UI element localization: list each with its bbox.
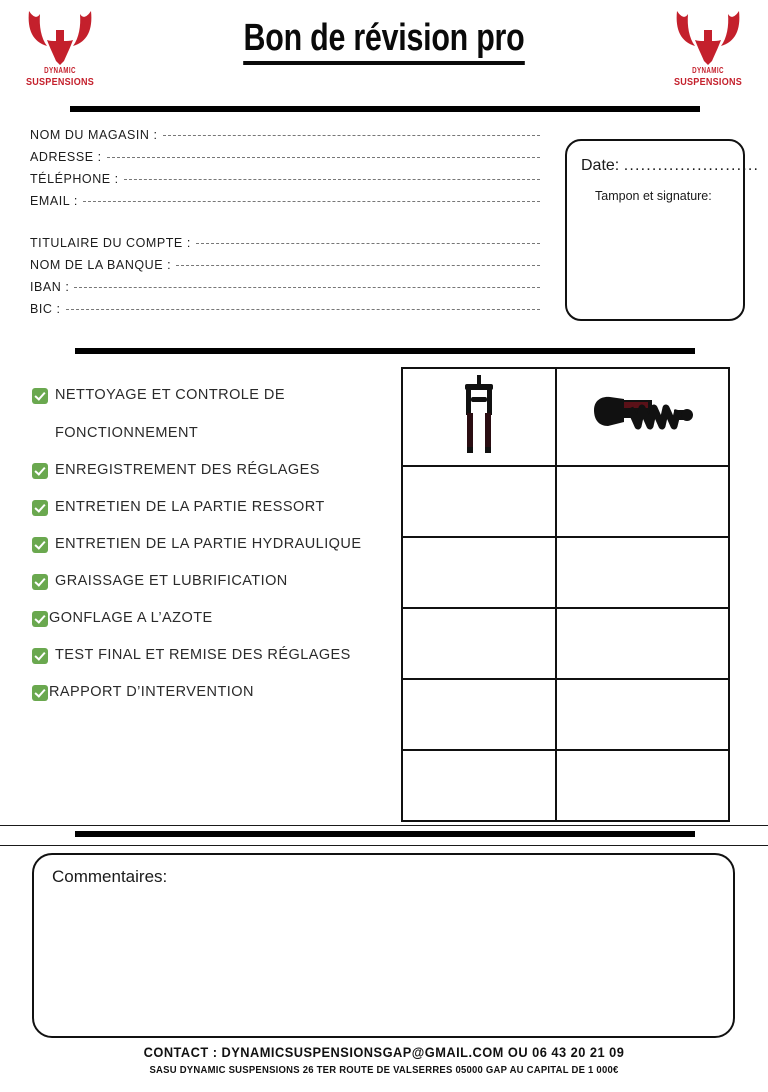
page-title	[77, 17, 691, 65]
field-input-line[interactable]	[107, 157, 540, 158]
checklist-item[interactable]	[32, 572, 382, 600]
field-input-line[interactable]	[124, 179, 540, 180]
divider-thin-upper	[0, 825, 768, 826]
field-label: TITULAIRE DU COMPTE :	[30, 236, 191, 250]
table-cell-fork[interactable]	[402, 750, 556, 821]
checkbox-checked-icon[interactable]	[32, 648, 48, 664]
document-header	[0, 0, 768, 100]
checkbox-checked-icon[interactable]	[32, 685, 48, 701]
suspension-fork-icon	[459, 375, 499, 455]
logo-word-suspensions: SUSPENSIONS	[673, 76, 743, 88]
table-cell-shock[interactable]	[556, 608, 729, 679]
field-label: EMAIL :	[30, 194, 78, 208]
field-iban[interactable]	[30, 280, 540, 302]
checkbox-checked-icon[interactable]	[32, 611, 48, 627]
rear-shock-icon	[590, 392, 696, 438]
field-input-line[interactable]	[176, 265, 540, 266]
field-input-line[interactable]	[74, 287, 540, 288]
checkbox-checked-icon[interactable]	[32, 500, 48, 516]
logo-right	[660, 8, 756, 96]
checklist-item[interactable]	[32, 683, 382, 711]
field-label: IBAN :	[30, 280, 70, 294]
field-spacer	[30, 216, 540, 236]
table-cell-fork[interactable]	[402, 608, 556, 679]
field-label: NOM DE LA BANQUE :	[30, 258, 172, 272]
divider-thin-lower	[0, 845, 768, 846]
field-label: TÉLÉPHONE :	[30, 172, 119, 186]
checklist-item-label: RAPPORT D’INTERVENTION	[49, 684, 254, 700]
checkbox-checked-icon[interactable]	[32, 388, 48, 404]
table-row[interactable]	[402, 679, 729, 750]
field-input-line[interactable]	[196, 243, 540, 244]
field-input-line[interactable]	[83, 201, 540, 202]
document-footer	[0, 1045, 768, 1076]
divider-top	[70, 106, 700, 112]
table-cell-shock[interactable]	[556, 750, 729, 821]
table-cell-fork[interactable]	[402, 679, 556, 750]
checklist-item[interactable]	[32, 646, 382, 674]
checklist-item-label: GRAISSAGE ET LUBRIFICATION	[55, 573, 288, 589]
field-label: ADRESSE :	[30, 150, 102, 164]
checklist-item-label: ENTRETIEN DE LA PARTIE HYDRAULIQUE	[55, 536, 362, 552]
field-telephone[interactable]	[30, 172, 540, 194]
logo-word-suspensions: SUSPENSIONS	[25, 76, 95, 88]
checklist-item-label: ENREGISTREMENT DES RÉGLAGES	[55, 462, 320, 478]
table-row[interactable]	[402, 466, 729, 537]
service-grid-table	[401, 367, 730, 822]
table-row[interactable]	[402, 750, 729, 821]
service-checklist	[32, 386, 382, 720]
checklist-item-label: TEST FINAL ET REMISE DES RÉGLAGES	[55, 647, 351, 663]
checklist-item[interactable]	[32, 461, 382, 489]
field-label: NOM DU MAGASIN :	[30, 128, 158, 142]
date-label: Date:	[581, 157, 620, 174]
comments-box[interactable]	[32, 853, 735, 1038]
field-email[interactable]	[30, 194, 540, 216]
footer-contact: CONTACT : DYNAMICSUSPENSIONSGAP@GMAIL.COM OU 06 43 20 21 09	[143, 1045, 625, 1060]
table-row[interactable]	[402, 537, 729, 608]
checklist-item[interactable]	[32, 498, 382, 526]
table-cell-shock[interactable]	[556, 466, 729, 537]
field-input-line[interactable]	[66, 309, 540, 310]
field-label: BIC :	[30, 302, 61, 316]
footer-legal: SASU DYNAMIC SUSPENSIONS 26 TER ROUTE DE VALSERRES 05000 GAP AU CAPITAL DE 1 000€	[149, 1065, 619, 1076]
divider-middle	[75, 348, 695, 354]
field-bic[interactable]	[30, 302, 540, 324]
logo-word-dynamic: DYNAMIC	[44, 66, 76, 75]
page-title-text: Bon de révision pro	[244, 17, 525, 65]
field-titulaire-du-compte[interactable]	[30, 236, 540, 258]
table-cell-shock[interactable]	[556, 537, 729, 608]
table-cell-fork[interactable]	[402, 466, 556, 537]
checklist-item[interactable]	[32, 535, 382, 563]
table-header-row	[402, 368, 729, 466]
checklist-item-label: ENTRETIEN DE LA PARTIE RESSORT	[55, 499, 325, 515]
field-adresse[interactable]	[30, 150, 540, 172]
date-signature-box[interactable]	[565, 139, 760, 321]
table-cell-fork[interactable]	[402, 537, 556, 608]
checklist-item-label: GONFLAGE A L’AZOTE	[49, 610, 213, 626]
field-nom-de-la-banque[interactable]	[30, 258, 540, 280]
date-field[interactable]	[581, 157, 759, 175]
table-header-shock	[556, 368, 729, 466]
table-cell-shock[interactable]	[556, 679, 729, 750]
table-row[interactable]	[402, 608, 729, 679]
logo-word-dynamic: DYNAMIC	[692, 66, 724, 75]
comments-label: Commentaires:	[52, 867, 168, 886]
bull-horns-logo-icon	[671, 8, 745, 66]
field-nom-du-magasin[interactable]	[30, 128, 540, 150]
date-input-line[interactable]: ........................	[623, 157, 760, 174]
checklist-item-label: NETTOYAGE ET CONTROLE DE FONCTIONNEMENT	[55, 387, 285, 441]
form-fields	[30, 128, 540, 324]
checkbox-checked-icon[interactable]	[32, 574, 48, 590]
field-input-line[interactable]	[163, 135, 540, 136]
divider-bottom	[75, 831, 695, 837]
table-header-fork	[402, 368, 556, 466]
checklist-item[interactable]	[32, 609, 382, 637]
stamp-signature-label: Tampon et signature:	[595, 189, 712, 203]
checkbox-checked-icon[interactable]	[32, 537, 48, 553]
checkbox-checked-icon[interactable]	[32, 463, 48, 479]
checklist-item[interactable]	[32, 386, 382, 452]
